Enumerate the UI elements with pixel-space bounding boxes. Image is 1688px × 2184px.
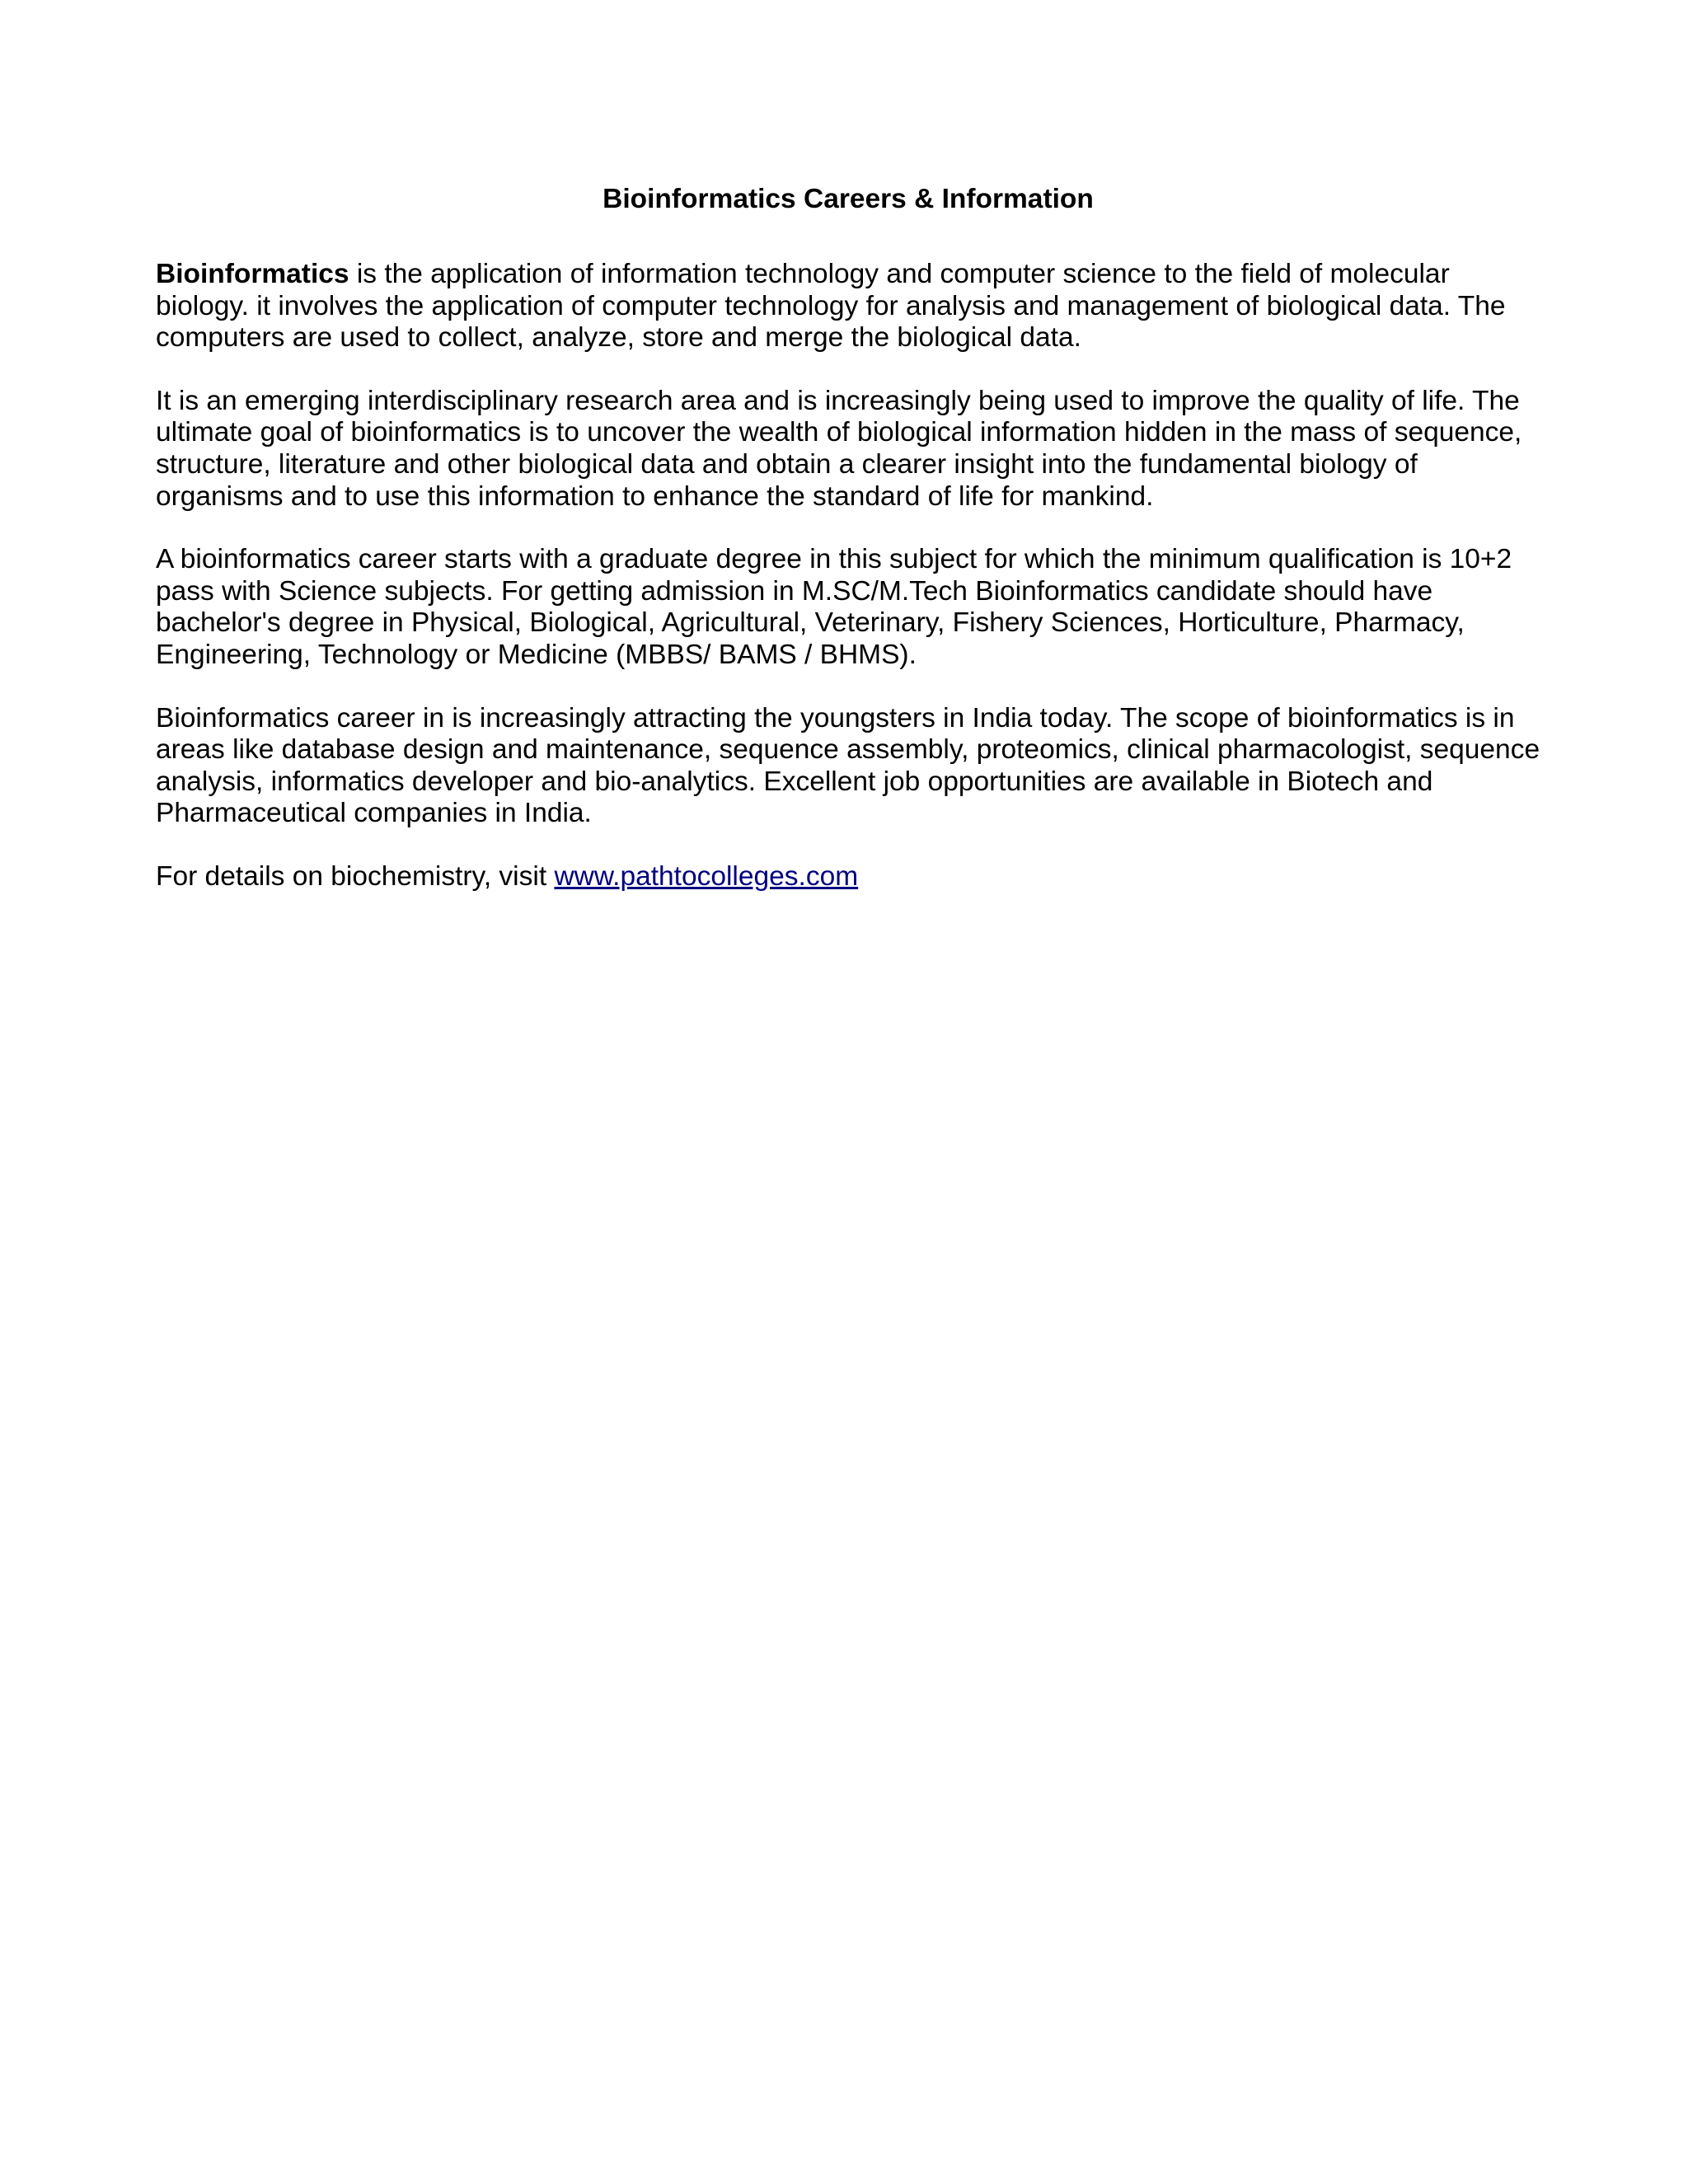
document-title: Bioinformatics Careers & Information: [603, 184, 1094, 214]
career-paragraph: A bioinformatics career starts with a graduate degree in this subject for which the minimum qualification is 10+2 pass with Science subjects. For getting admission in M.SC/M.Tech Bioinformatics candidate should have bachelor's degree in Physical, Biological, Agricultural, Veterinary, Fishery Sciences, Horticulture, Pharmacy, Engineering, Technology or Medicine (MBBS/ BAMS / BHMS).: [156, 544, 1512, 670]
intro-term: Bioinformatics: [156, 259, 349, 289]
pathtocolleges-link[interactable]: www.pathtocolleges.com: [554, 860, 859, 892]
details-text: For details on biochemistry, visit: [156, 860, 555, 892]
document-page: [156, 183, 1540, 925]
scope-paragraph: Bioinformatics career in is increasingly attracting the youngsters in India today. The scope of bioinformatics is in areas like database design and maintenance, sequence assembly, proteomics, clinical pharmacologist, sequence analysis, informatics developer and bio-analytics. Excellent job opportunities are available in Biotech and Pharmaceutical companies in India.: [156, 702, 1540, 829]
details-paragraph: [156, 861, 1540, 893]
research-paragraph: It is an emerging interdisciplinary research area and is increasingly being used to improve the quality of life. The ultimate goal of bioinformatics is to uncover the wealth of biological information hidden in the mass of sequence, structure, literature and other biological data and obtain a clearer insight into the fundamental biology of organisms and to use this information to enhance the standard of life for mankind.: [156, 385, 1522, 512]
intro-text: is the application of information technology and computer science to the field of molecular biology. it involves the application of computer technology for analysis and management of biological data. The computers are used to collect, analyze, store and merge the biological data.: [156, 259, 1506, 354]
intro-paragraph: [156, 259, 1540, 354]
